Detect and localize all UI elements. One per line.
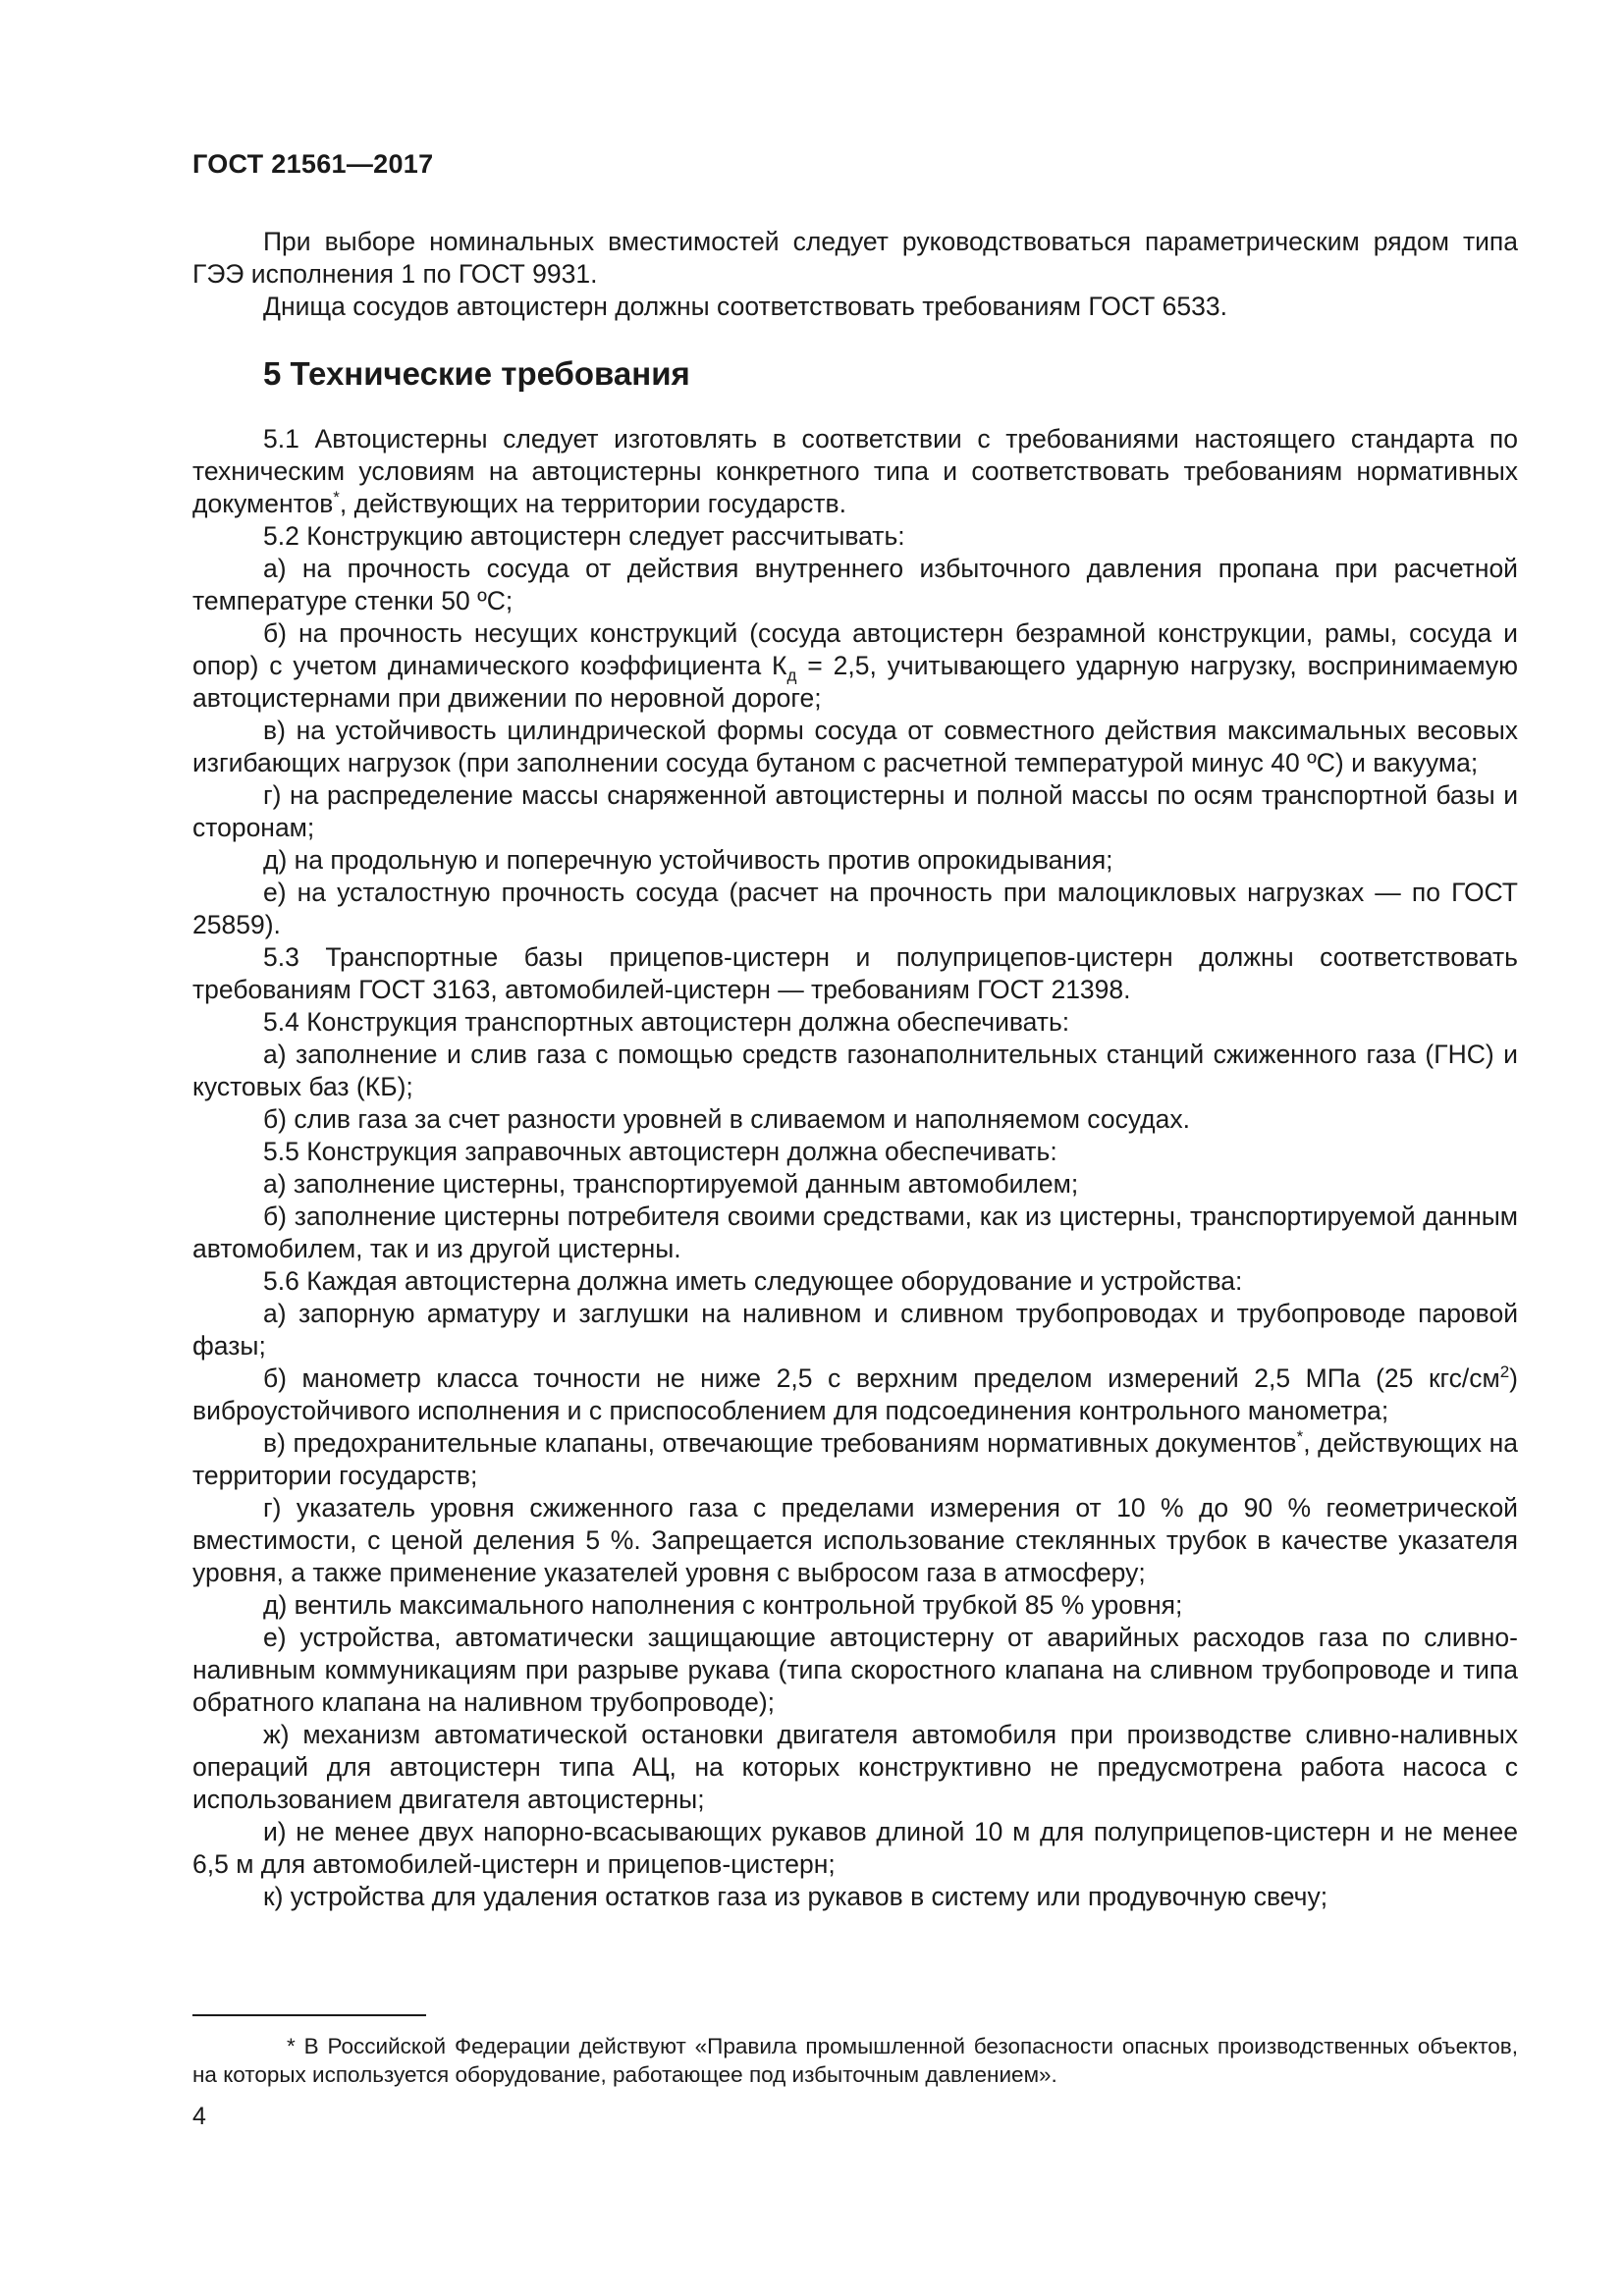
subscript: д: [786, 666, 797, 685]
paragraph-5-3: 5.3 Транспортные базы прицепов-цистерн и полуприцепов-цистерн должны соответствовать требованиям ГОСТ 3163, автомобилей-цистерн — требованиям ГОСТ 21398.: [192, 942, 1518, 1004]
document-body: [192, 226, 1518, 1913]
footnote-mark: *: [1296, 1427, 1304, 1447]
list-item: и) не менее двух напорно-всасывающих рукавов длиной 10 м для полуприцепов-цистерн и не менее 6,5 м для автомобилей-цистерн и прицепов-цистерн;: [192, 1817, 1518, 1879]
list-item: ж) механизм автоматической остановки двигателя автомобиля при производстве сливно-наливных операций для автоцистерн типа АЦ, на которых конструктивно не предусмотрена работа насоса с использованием двигателя автоцистерны;: [192, 1720, 1518, 1814]
list-item: б) заполнение цистерны потребителя своими средствами, как из цистерны, транспортируемой данным автомобилем, так и из другой цистерны.: [192, 1201, 1518, 1263]
list-item: д) на продольную и поперечную устойчивость против опрокидывания;: [263, 845, 1113, 875]
list-item: [192, 1427, 1518, 1492]
text: , действующих на территории государств;: [192, 1428, 1518, 1490]
superscript: 2: [1499, 1362, 1510, 1382]
list-item: а) на прочность сосуда от действия внутреннего избыточного давления пропана при расчетной температуре стенки 50 ºС;: [192, 554, 1518, 615]
list-item: е) на усталостную прочность сосуда (расчет на прочность при малоцикловых нагрузках — по ГОСТ 25859).: [192, 878, 1518, 939]
list-item: [192, 1362, 1518, 1427]
list-item: а) заполнение и слив газа с помощью средств газонаполнительных станций сжиженного газа (ГНС) и кустовых баз (КБ);: [192, 1040, 1518, 1101]
footnote-text: * В Российской Федерации действуют «Правила промышленной безопасности опасных производственных объектов, на которых используется оборудование, работающее под избыточным давлением».: [192, 2034, 1518, 2087]
text: 5.1 Автоцистерны следует изготовлять в соответствии с требованиями настоящего стандарта по техническим условиям на автоцистерны конкретного типа и соответствовать требованиям нормативных документов: [192, 424, 1518, 518]
list-item: б) слив газа за счет разности уровней в сливаемом и наполняемом сосудах.: [263, 1104, 1190, 1134]
text: в) предохранительные клапаны, отвечающие требованиям нормативных документов: [263, 1428, 1297, 1458]
footnote: [192, 2032, 1518, 2089]
list-item: [192, 617, 1518, 715]
paragraph: При выборе номинальных вместимостей следует руководствоваться параметрическим рядом типа ГЭЭ исполнения 1 по ГОСТ 9931.: [192, 227, 1518, 289]
text: = 2,5, учитывающего ударную нагрузку, воспринимаемую автоцистернами при движении по неровной дороге;: [192, 651, 1518, 713]
paragraph-5-5: 5.5 Конструкция заправочных автоцистерн должна обеспечивать:: [263, 1137, 1057, 1166]
footnote-divider: [192, 2014, 426, 2016]
list-item: а) заполнение цистерны, транспортируемой данным автомобилем;: [263, 1169, 1079, 1199]
list-item: к) устройства для удаления остатков газа из рукавов в систему или продувочную свечу;: [263, 1882, 1328, 1911]
list-item: г) на распределение массы снаряженной автоцистерны и полной массы по осям транспортной базы и сторонам;: [192, 780, 1518, 842]
text: б) на прочность несущих конструкций (сосуда автоцистерн безрамной конструкции, рамы, сосуда и опор) с учетом динамического коэффициента К: [192, 618, 1518, 680]
list-item: д) вентиль максимального наполнения с контрольной трубкой 85 % уровня;: [263, 1590, 1183, 1620]
document-header: ГОСТ 21561—2017: [192, 149, 434, 179]
footnote-mark: *: [333, 488, 340, 507]
list-item: а) запорную арматуру и заглушки на наливном и сливном трубопроводах и трубопроводе паровой фазы;: [192, 1299, 1518, 1361]
text: ) виброустойчивого исполнения и с приспособлением для подсоединения контрольного манометра;: [192, 1363, 1518, 1425]
paragraph-5-6: 5.6 Каждая автоцистерна должна иметь следующее оборудование и устройства:: [263, 1266, 1243, 1296]
text: , действующих на территории государств.: [339, 489, 846, 518]
paragraph-5-4: 5.4 Конструкция транспортных автоцистерн должна обеспечивать:: [263, 1007, 1070, 1037]
paragraph-5-2: 5.2 Конструкцию автоцистерн следует рассчитывать:: [263, 521, 905, 551]
page-number: 4: [192, 2103, 206, 2130]
list-item: в) на устойчивость цилиндрической формы сосуда от совместного действия максимальных весовых изгибающих нагрузок (при заполнении сосуда бутаном с расчетной температурой минус 40 ºС) и вакуума;: [192, 716, 1518, 777]
list-item: е) устройства, автоматически защищающие автоцистерну от аварийных расходов газа по сливно-наливным коммуникациям при разрыве рукава (типа скоростного клапана на сливном трубопроводе и типа обратного клапана на наливном трубопроводе);: [192, 1623, 1518, 1717]
text: б) манометр класса точности не ниже 2,5 с верхним пределом измерений 2,5 МПа (25 кгс/см: [263, 1363, 1500, 1393]
list-item: г) указатель уровня сжиженного газа с пределами измерения от 10 % до 90 % геометрической вместимости, с ценой деления 5 %. Запрещается использование стеклянных трубок в качестве указателя уровня, а также применение указателей уровня с выбросом газа в атмосферу;: [192, 1493, 1518, 1587]
paragraph: Днища сосудов автоцистерн должны соответствовать требованиям ГОСТ 6533.: [263, 292, 1227, 321]
section-title: 5 Технические требования: [263, 355, 690, 392]
paragraph-5-1: [192, 423, 1518, 520]
